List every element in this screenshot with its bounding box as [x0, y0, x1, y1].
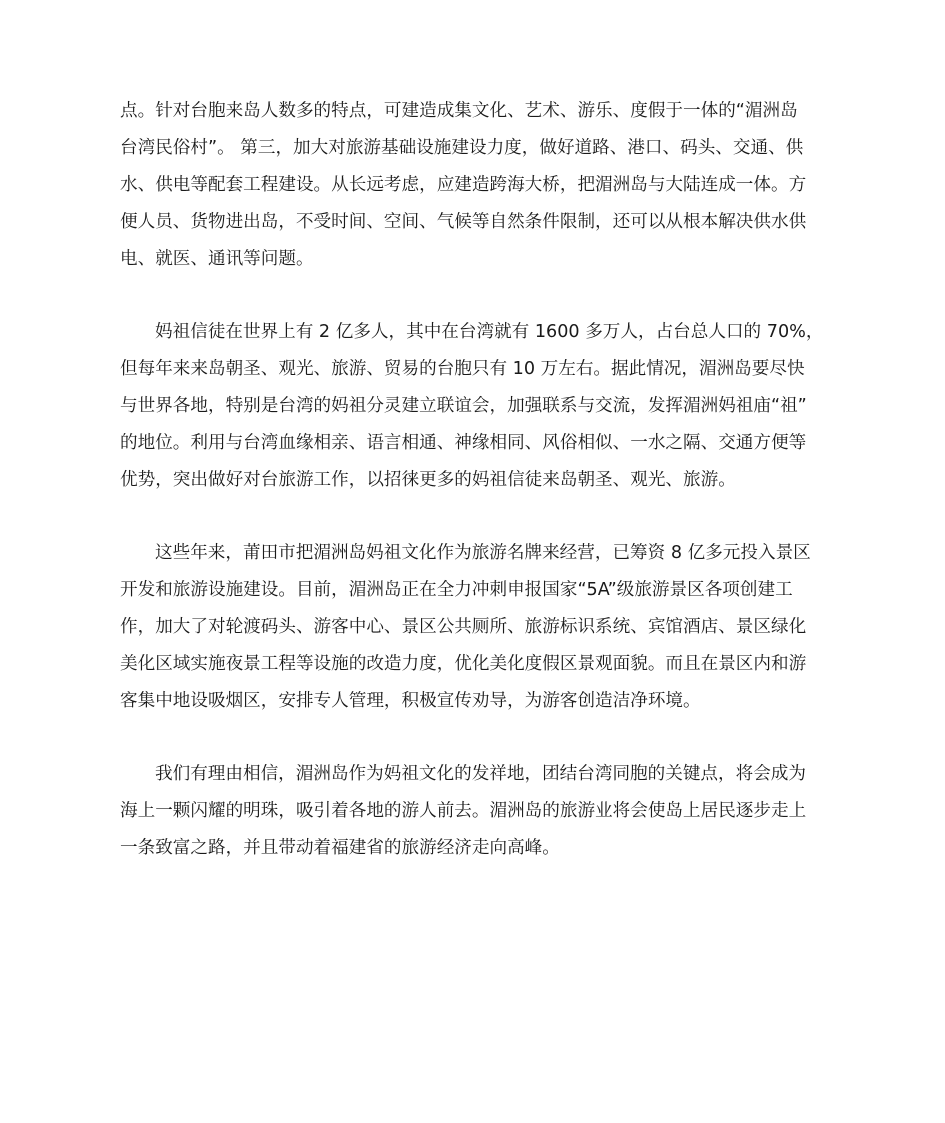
paragraph-1 — [120, 93, 828, 278]
text-line: 客集中地设吸烟区，安排专人管理，积极宣传劝导，为游客创造洁净环境。 — [120, 691, 701, 711]
text-line: 与世界各地，特别是台湾的妈祖分灵建立联谊会，加强联系与交流，发挥湄洲妈祖庙“祖” — [120, 396, 807, 416]
text-line: 便人员、货物进出岛，不受时间、空间、气候等自然条件限制，还可以从根本解决供水供 — [120, 212, 807, 232]
text-line: 台湾民俗村”。 第三，加大对旅游基础设施建设力度，做好道路、港口、码头、交通、供 — [120, 138, 804, 158]
text-line: 开发和旅游设施建设。目前，湄洲岛正在全力冲刺申报国家“5A”级旅游景区各项创建工 — [120, 580, 793, 600]
paragraph-3 — [120, 535, 828, 720]
paragraph-spacer — [120, 278, 828, 314]
text-line: 海上一颗闪耀的明珠，吸引着各地的游人前去。湄洲岛的旅游业将会使岛上居民逐步走上 — [120, 801, 807, 821]
text-line: 这些年来，莆田市把湄洲岛妈祖文化作为旅游名牌来经营，已筹资 8 亿多元投入景区 — [155, 543, 811, 563]
paragraph-4 — [120, 756, 828, 867]
text-line: 的地位。利用与台湾血缘相亲、语言相通、神缘相同、风俗相似、一水之隔、交通方便等 — [120, 433, 807, 453]
document-body — [120, 93, 828, 867]
text-line: 美化区域实施夜景工程等设施的改造力度，优化美化度假区景观面貌。而且在景区内和游 — [120, 654, 807, 674]
text-line: 作，加大了对轮渡码头、游客中心、景区公共厕所、旅游标识系统、宾馆酒店、景区绿化 — [120, 617, 807, 637]
paragraph-spacer — [120, 720, 828, 756]
text-line: 点。针对台胞来岛人数多的特点，可建造成集文化、艺术、游乐、度假于一体的“湄洲岛 — [120, 101, 798, 121]
text-line: 妈祖信徒在世界上有 2 亿多人，其中在台湾就有 1600 多万人，占台总人口的 70%， — [155, 322, 824, 342]
text-line: 我们有理由相信，湄洲岛作为妈祖文化的发祥地，团结台湾同胞的关键点，将会成为 — [155, 764, 806, 784]
text-line: 电、就医、通讯等问题。 — [120, 249, 314, 269]
paragraph-spacer — [120, 499, 828, 535]
text-line: 优势，突出做好对台旅游工作，以招徕更多的妈祖信徒来岛朝圣、观光、旅游。 — [120, 470, 736, 490]
text-line: 水、供电等配套工程建设。从长远考虑，应建造跨海大桥，把湄洲岛与大陆连成一体。方 — [120, 175, 807, 195]
text-line: 但每年来来岛朝圣、观光、旅游、贸易的台胞只有 10 万左右。据此情况，湄洲岛要尽快 — [120, 359, 805, 379]
paragraph-2 — [120, 314, 828, 499]
text-line: 一条致富之路，并且带动着福建省的旅游经济走向高峰。 — [120, 838, 560, 858]
